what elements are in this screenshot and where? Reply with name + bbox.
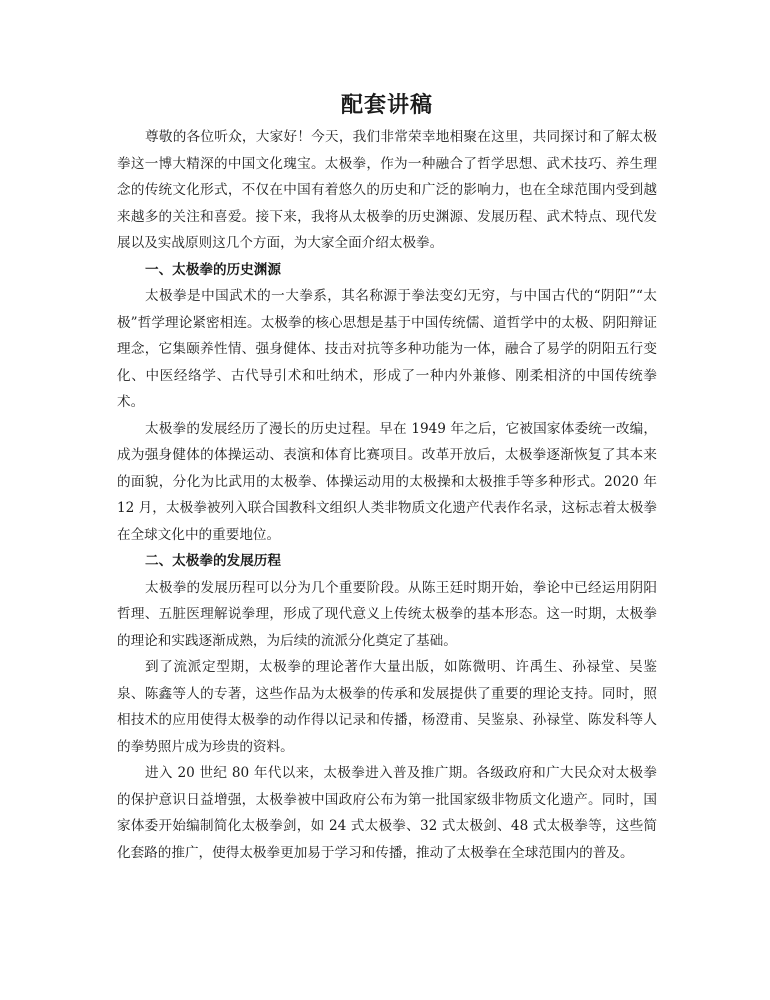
section-heading: 二、太极拳的发展历程 bbox=[145, 553, 281, 569]
intro-paragraph: 尊敬的各位听众，大家好！今天，我们非常荣幸地相聚在这里，共同探讨和了解太极拳这一博大精深的中国文化瑰宝。太极拳，作为一种融合了哲学思想、武术技巧、养生理念的传统文化形式，不仅在中国有着悠久的历史和广泛的影响力，也在全球范围内受到越来越多的关注和喜爱。接下来，我将从太极拳的历史渊源、发展历程、武术特点、现代发展以及实战原则这几个方面，为大家全面介绍太极拳。 bbox=[117, 129, 657, 251]
section-paragraph: 太极拳的发展历程可以分为几个重要阶段。从陈王廷时期开始，拳论中已经运用阴阳哲理、五脏医理解说拳理，形成了现代意义上传统太极拳的基本形态。这一时期，太极拳的理论和实践逐渐成熟，为后续的流派分化奠定了基础。 bbox=[117, 579, 657, 649]
section-paragraph: 太极拳是中国武术的一大拳系，其名称源于拳法变幻无穷，与中国古代的“阴阳”“太极”哲学理论紧密相连。太极拳的核心思想是基于中国传统儒、道哲学中的太极、阴阳辩证理念，它集颐养性情、强身健体、技击对抗等多种功能为一体，融合了易学的阴阳五行变化、中医经络学、古代导引术和吐纳术，形成了一种内外兼修、刚柔相济的中国传统拳术。 bbox=[117, 288, 657, 410]
section-history bbox=[117, 257, 657, 549]
section-paragraph: 进入 20 世纪 80 年代以来，太极拳进入普及推广期。各级政府和广大民众对太极拳的保护意识日益增强，太极拳被中国政府公布为第一批国家级非物质文化遗产。同时，国家体委开始编制简化太极拳剑，如 24 式太极拳、32 式太极剑、48 式太极拳等，这些简化套路的推广，使得太极拳更加易于学习和传播，推动了太极拳在全球范围内的普及。 bbox=[117, 765, 657, 861]
document-page bbox=[117, 0, 657, 866]
section-paragraph: 太极拳的发展经历了漫长的历史过程。早在 1949 年之后，它被国家体委统一改编，成为强身健体的体操运动、表演和体育比赛项目。改革开放后，太极拳逐渐恢复了其本来的面貌，分化为比武用的太极拳、体操运动用的太极操和太极推手等多种形式。2020 年 12 月，太极拳被列入联合国教科文组织人类非物质文化遗产代表作名录，这标志着太极拳在全球文化中的重要地位。 bbox=[117, 420, 657, 543]
page-title: 配套讲稿 bbox=[340, 92, 433, 118]
section-paragraph: 到了流派定型期，太极拳的理论著作大量出版，如陈微明、许禹生、孙禄堂、吴鉴泉、陈鑫等人的专著，这些作品为太极拳的传承和发展提供了重要的理论支持。同时，照相技术的应用使得太极拳的动作得以记录和传播，杨澄甫、吴鉴泉、孙禄堂、陈发科等人的拳势照片成为珍贵的资料。 bbox=[117, 659, 657, 755]
section-heading: 一、太极拳的历史渊源 bbox=[145, 261, 281, 278]
section-development bbox=[117, 548, 657, 866]
